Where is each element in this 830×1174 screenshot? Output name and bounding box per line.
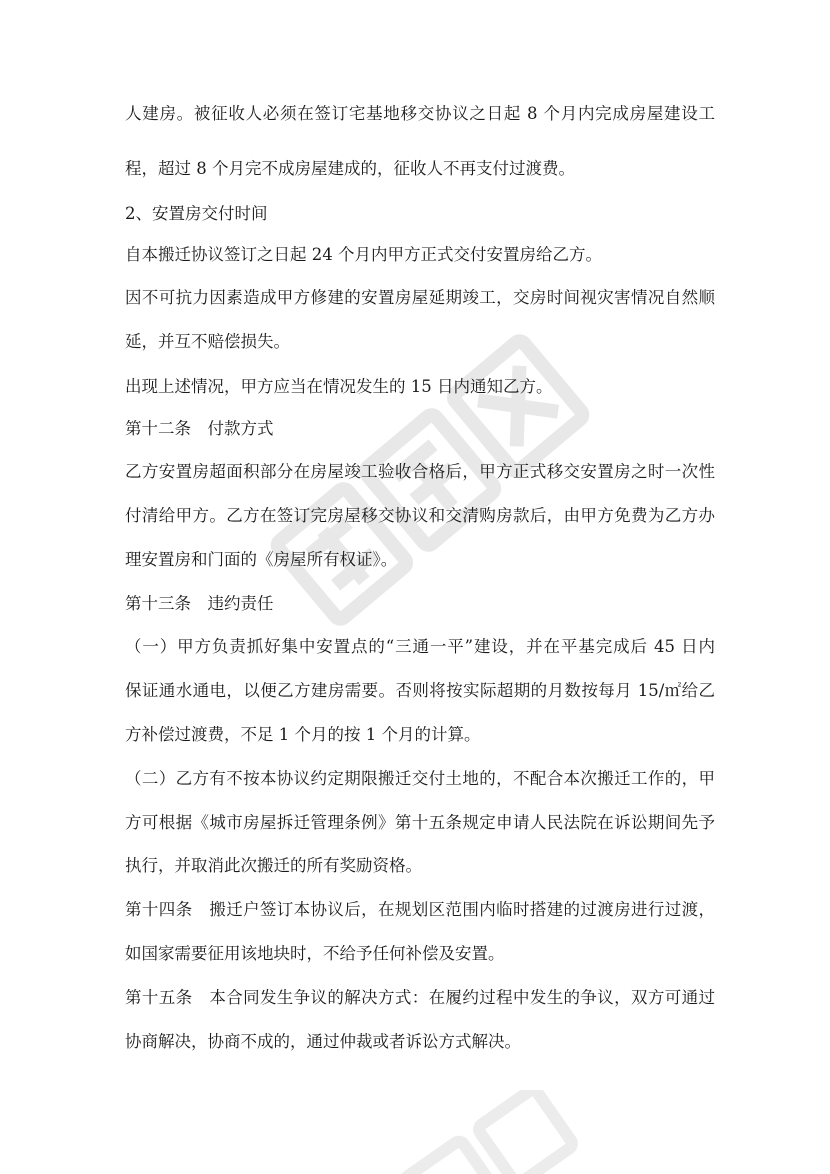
text-line: （一）甲方负责抓好集中安置点的“三通一平”建设，并在平基完成后 45 日内 <box>125 637 715 656</box>
watermark-logo-bottom <box>380 1090 580 1174</box>
text-line: 程，超过 8 个月完不成房屋建成的，征收人不再支付过渡费。 <box>125 159 575 178</box>
text-line: 自本搬迁协议签订之日起 24 个月内甲方正式交付安置房给乙方。 <box>125 245 602 264</box>
text-line: 第十五条 本合同发生争议的解决方式：在履约过程中发生的争议，双方可通过 <box>125 988 715 1007</box>
text-line: 付清给甲方。乙方在签订完房屋移交协议和交清购房款后，由甲方免费为乙方办 <box>125 506 715 525</box>
article-heading: 第十二条 付款方式 <box>125 419 274 438</box>
text-line: 方补偿过渡费，不足 1 个月的按 1 个月的计算。 <box>125 725 481 744</box>
text-line: 理安置房和门面的《房屋所有权证》。 <box>125 550 398 569</box>
section-heading: 2、安置房交付时间 <box>125 204 268 223</box>
text-line: 人建房。被征收人必须在签订宅基地移交协议之日起 8 个月内完成房屋建设工 <box>125 104 715 123</box>
text-line: 方可根据《城市房屋拆迁管理条例》第十五条规定申请人民法院在诉讼期间先予 <box>125 813 715 832</box>
text-line: 延，并互不赔偿损失。 <box>125 332 290 351</box>
text-line: 如国家需要征用该地块时，不给予任何补偿及安置。 <box>125 944 505 963</box>
text-line: 保证通水通电，以便乙方建房需要。否则将按实际超期的月数按每月 15/㎡给乙 <box>125 681 715 700</box>
text-line: 执行，并取消此次搬迁的所有奖励资格。 <box>125 856 422 875</box>
text-line: 乙方安置房超面积部分在房屋竣工验收合格后，甲方正式移交安置房之时一次性 <box>125 462 715 481</box>
text-line: 协商解决，协商不成的，通过仲裁或者诉讼方式解决。 <box>125 1032 521 1051</box>
article-heading: 第十三条 违约责任 <box>125 594 274 613</box>
text-line: （二）乙方有不按本协议约定期限搬迁交付土地的，不配合本次搬迁工作的，甲 <box>125 769 715 788</box>
text-line: 因不可抗力因素造成甲方修建的安置房屋延期竣工，交房时间视灾害情况自然顺 <box>125 288 715 307</box>
text-line: 出现上述情况，甲方应当在情况发生的 15 日内通知乙方。 <box>125 377 553 396</box>
text-line: 第十四条 搬迁户签订本协议后，在规划区范围内临时搭建的过渡房进行过渡， <box>125 900 715 919</box>
